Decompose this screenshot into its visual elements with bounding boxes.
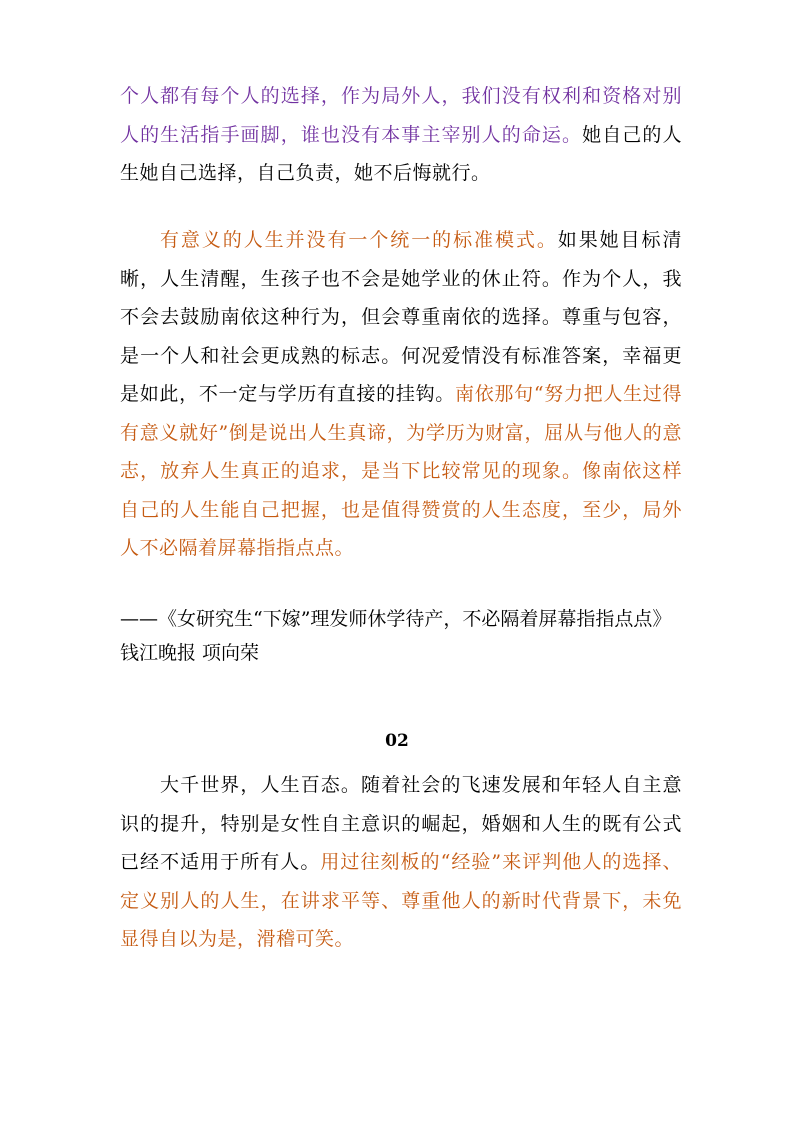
source-title: ——《女研究生“下嫁”理发师休学待产，不必隔着屏幕指指点点》 bbox=[120, 608, 672, 630]
paragraph-1-highlight: 个人都有每个人的选择，作为局外人，我们没有权利和资格对别人的生活指手画脚，谁也没有本事主宰别人的命运。 bbox=[120, 85, 682, 146]
source-citation bbox=[120, 605, 700, 667]
paragraph-2-highlight-lead: 有意义的人生并没有一个统一的标准模式。 bbox=[160, 229, 558, 251]
paragraph-2 bbox=[120, 221, 682, 568]
paragraph-1 bbox=[120, 77, 682, 193]
paragraph-2-text: 如果她目标清晰，人生清醒，生孩子也不会是她学业的休止符。作为个人，我不会去鼓励南依这种行为，但会尊重南依的选择。尊重与包容，是一个人和社会更成熟的标志。何况爱情没有标准答案，幸福更是如此，不一定与学历有直接的挂钩。 bbox=[120, 229, 682, 405]
paragraph-3 bbox=[120, 766, 682, 959]
paragraph-3-highlight: 用过往刻板的“经验”来评判他人的选择、定义别人的人生，在讲求平等、尊重他人的新时代背景下，未免显得自以为是，滑稽可笑。 bbox=[120, 851, 682, 950]
paragraph-2-highlight-tail: 南依那句“努力把人生过得有意义就好”倒是说出人生真谛，为学历为财富，屈从与他人的意志，放弃人生真正的追求，是当下比较常见的现象。像南依这样自己的人生能自己把握，也是值得赞赏的人生态度，至少，局外人不必隔着屏幕指指点点。 bbox=[120, 383, 682, 559]
source-author: 钱江晚报 项向荣 bbox=[120, 642, 260, 664]
paragraph-3-text: 大千世界，人生百态。随着社会的飞速发展和年轻人自主意识的提升，特别是女性自主意识的崛起，婚姻和人生的既有公式已经不适用于所有人。 bbox=[120, 774, 682, 873]
paragraph-1-text: 她自己的人生她自己选择，自己负责，她不后悔就行。 bbox=[120, 123, 682, 184]
section-number: 02 bbox=[385, 731, 409, 751]
